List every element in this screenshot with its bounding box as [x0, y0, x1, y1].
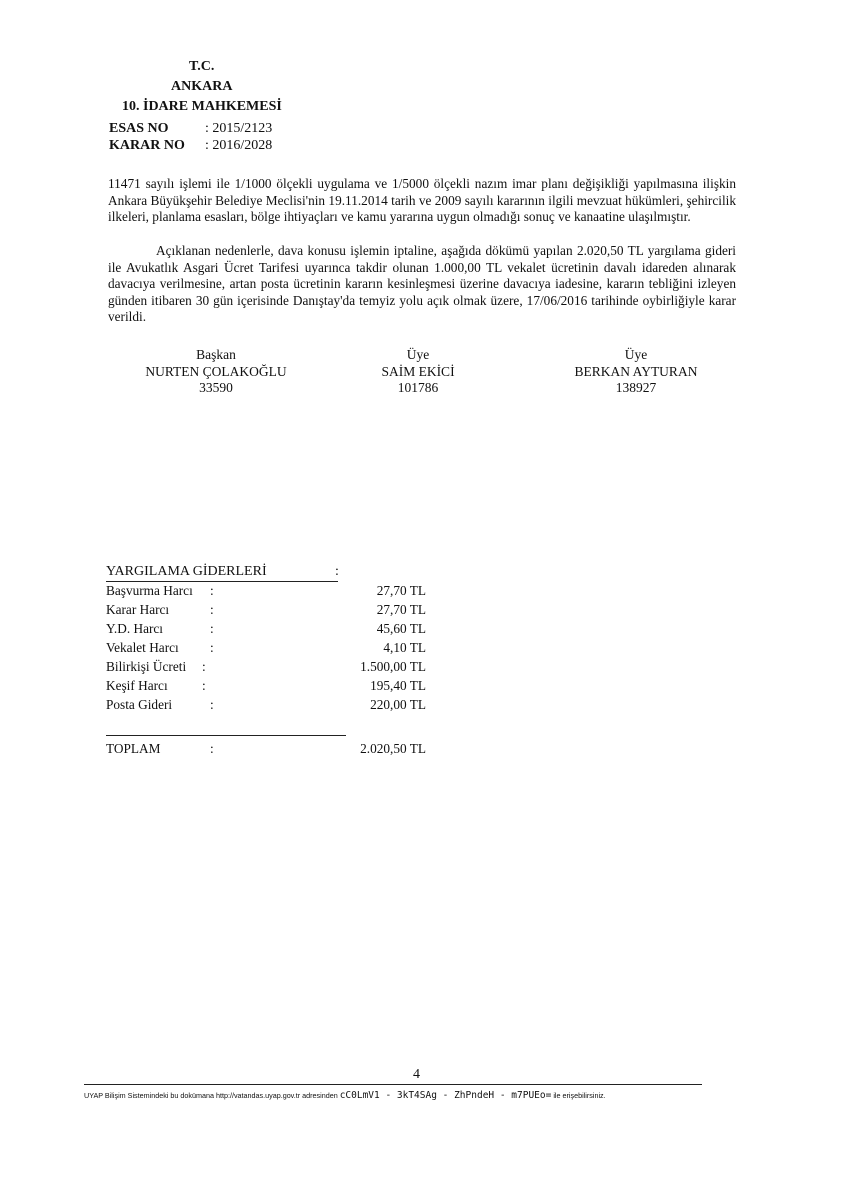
cost-row [106, 600, 436, 619]
costs-title-row [106, 563, 436, 581]
cost-row [106, 695, 436, 714]
total-divider [106, 735, 346, 736]
cost-separator: : [202, 678, 206, 693]
cost-amount: 45,60 TL [376, 621, 426, 636]
cost-label: Vekalet Harcı [106, 640, 179, 655]
decision-paragraph-2: Açıklanan nedenlerle, dava konusu işlemin iptaline, aşağıda dökümü yapılan 2.020,50 TL yargılama gideri ile Avukatlık Asgari Ücret Tarifesi uyarınca takdir olunan 1.000,00 TL vekalet ücretinin davalı idareden alınarak davacıya verilmesine, artan posta ücretinin kararın kesinleşmesi üzerine davacıya iadesine, kararın tebliğini izleyen günden itibaren 30 gün içerisinde Danıştay'da temyiz yolu açık olmak üzere, 17/06/2016 tarihinde oybirliğiyle karar verildi. [108, 243, 736, 325]
cost-label: Posta Gideri [106, 697, 173, 712]
footer-access-code: cC0LmV1 - 3kT4SAg - ZhPndeH - m7PUEo= [339, 1090, 552, 1101]
esas-no-value: : 2015/2123 [205, 121, 273, 136]
signature-role: Başkan [196, 347, 236, 362]
court-name: 10. İDARE MAHKEMESİ [122, 99, 282, 114]
footer-divider [84, 1084, 702, 1085]
cost-amount: 27,70 TL [376, 583, 426, 598]
cost-row [106, 638, 436, 657]
cost-row [106, 676, 436, 695]
footer-text-after: ile erişebilirsiniz. [553, 1091, 606, 1100]
cost-row [106, 581, 436, 600]
cost-amount: 220,00 TL [370, 697, 426, 712]
total-row-inner [106, 739, 436, 758]
cost-separator: : [210, 697, 214, 712]
cost-row [106, 657, 436, 676]
page-number: 4 [413, 1067, 420, 1082]
cost-separator: : [210, 583, 214, 598]
city-heading: ANKARA [171, 79, 233, 94]
cost-amount: 1.500,00 TL [360, 659, 426, 674]
karar-no-label: KARAR NO [109, 138, 185, 153]
signature-name: NURTEN ÇOLAKOĞLU [145, 363, 287, 379]
cost-separator: : [210, 621, 214, 636]
esas-no-label: ESAS NO [109, 121, 169, 136]
footer-text-before: UYAP Bilişim Sistemindeki bu dokümana http://vatandas.uyap.gov.tr adresinden [84, 1091, 338, 1100]
total-separator: : [210, 741, 214, 756]
esas-no-row [109, 120, 273, 137]
karar-no-value: : 2016/2028 [205, 138, 273, 153]
costs-table [106, 563, 436, 714]
decision-paragraph-1: 11471 sayılı işlemi ile 1/1000 ölçekli uygulama ve 1/5000 ölçekli nazım imar planı değişikliği yapılmasına ilişkin Ankara Büyükşehir Belediye Meclisi'nin 19.11.2014 tarih ve 2009 sayılı kararının ilgili mevzuat hükümleri, şehircilik ilkeleri, planlama esasları, bölge ihtiyaçları ve kamu yararına uygun olmadığı sonuç ve kanaatine ulaşılmıştır. [108, 176, 736, 225]
signature-role: Üye [406, 347, 430, 362]
cost-label: Karar Harcı [106, 602, 170, 617]
total-label: TOPLAM [106, 741, 161, 756]
signature-president [116, 347, 316, 397]
cost-amount: 195,40 TL [370, 678, 426, 693]
costs-total-row [106, 739, 436, 758]
cost-label: Bilirkişi Ücreti [106, 659, 187, 674]
costs-title-underline [106, 581, 338, 582]
signature-name: SAİM EKİCİ [381, 363, 455, 379]
signature-role: Üye [624, 347, 648, 362]
cost-label: Y.D. Harcı [106, 621, 163, 636]
signature-name: BERKAN AYTURAN [574, 363, 698, 379]
signature-member-1 [318, 347, 518, 397]
cost-amount: 27,70 TL [376, 602, 426, 617]
signature-number: 33590 [199, 380, 233, 395]
cost-amount: 4,10 TL [383, 640, 426, 655]
costs-title-colon: : [335, 564, 339, 579]
signature-number: 138927 [615, 380, 657, 395]
signature-number: 101786 [397, 380, 439, 395]
country-heading: T.C. [189, 59, 215, 74]
cost-separator: : [202, 659, 206, 674]
cost-separator: : [210, 640, 214, 655]
cost-label: Başvurma Harcı [106, 583, 193, 598]
footer-note [84, 1090, 606, 1101]
total-amount: 2.020,50 TL [360, 741, 426, 756]
karar-no-row [109, 137, 273, 154]
cost-separator: : [210, 602, 214, 617]
costs-title: YARGILAMA GİDERLERİ [106, 564, 267, 579]
signature-member-2 [536, 347, 736, 397]
cost-label: Keşif Harcı [106, 678, 168, 693]
cost-row [106, 619, 436, 638]
